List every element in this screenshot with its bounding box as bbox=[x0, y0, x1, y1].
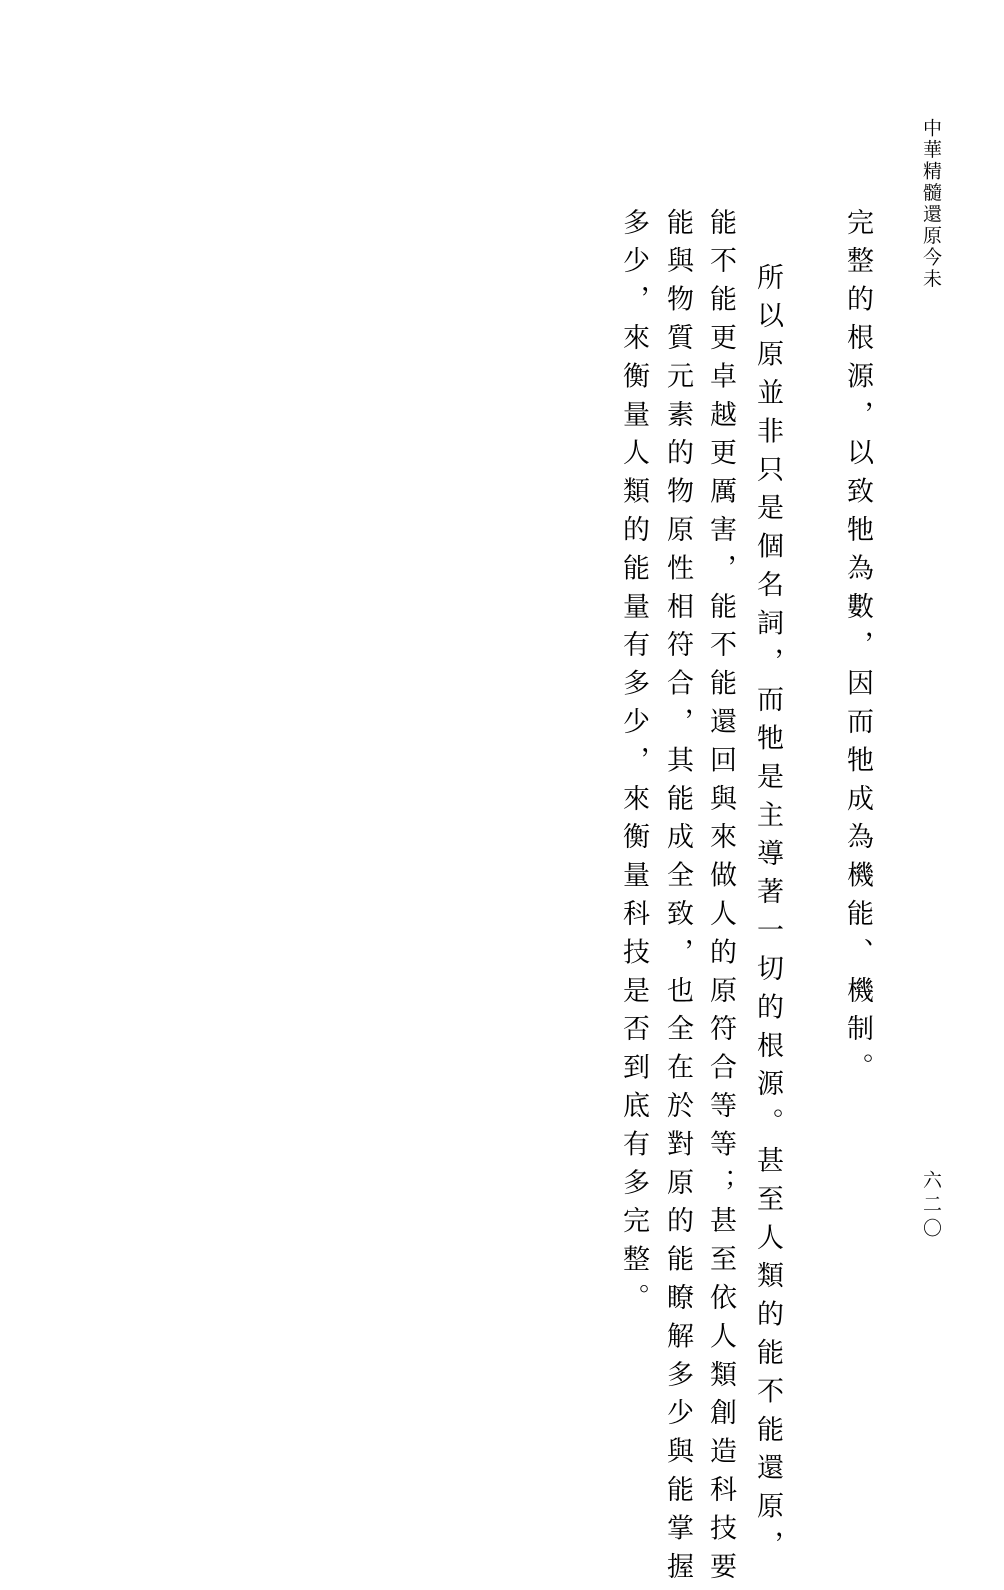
body-line-5: 多少，來衡量人類的能量有多少，來衡量科技是否到底有多完整。 bbox=[618, 208, 649, 1322]
page-number: 六二〇 bbox=[920, 1170, 942, 1242]
running-head: 中華精髓還原今未 bbox=[920, 118, 942, 290]
body-line-4: 能與物質元素的物原性相符合，其能成全致，也全在於對原的能瞭解多少與能掌握 bbox=[662, 208, 693, 1590]
body-line-3: 能不能更卓越更厲害，能不能還回與來做人的原符合等等；甚至依人類創造科技要 bbox=[705, 208, 736, 1590]
body-line-2: 所以原並非只是個名詞，而牠是主導著一切的根源。甚至人類的能不能還原， bbox=[752, 263, 783, 1569]
body-line-1: 完整的根源，以致牠為數，因而牠成為機能、機制。 bbox=[842, 208, 873, 1092]
